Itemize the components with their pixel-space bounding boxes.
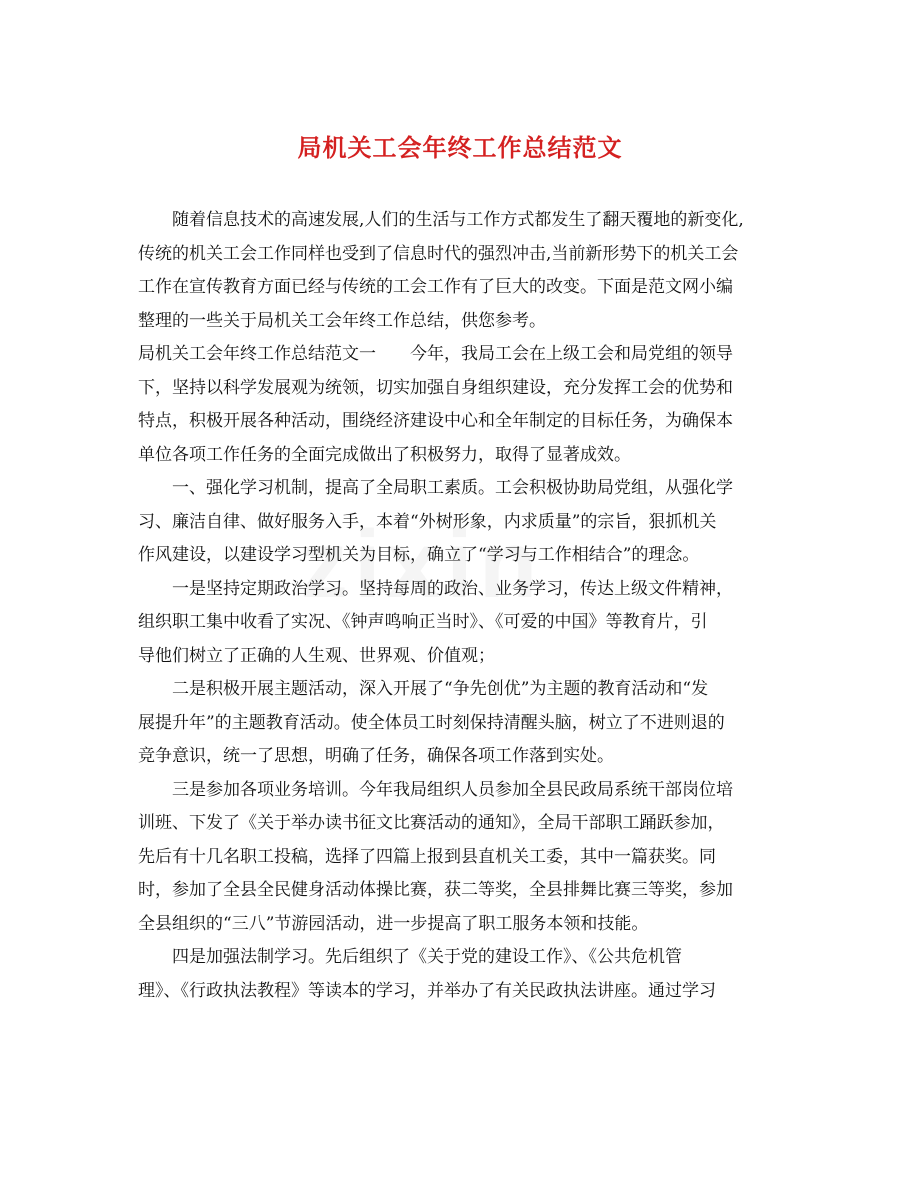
body-line: 时，参加了全县全民健身活动体操比赛，获二等奖，全县排舞比赛三等奖，参加 <box>138 880 733 900</box>
body-line: 单位各项工作任务的全面完成做出了积极努力，取得了显著成效。 <box>138 444 631 465</box>
body-line: 先后有十几名职工投稿，选择了四篇上报到县直机关工委，其中一篇获奖。同 <box>138 846 716 867</box>
body-line: 导他们树立了正确的人生观、世界观、价值观； <box>138 645 495 666</box>
body-line: 组织职工集中收看了实况、《钟声鸣响正当时》、《可爱的中国》等教育片，引 <box>138 612 708 632</box>
body-line: 三是参加各项业务培训。今年我局组织人员参加全县民政局系统干部岗位培 <box>138 779 733 800</box>
document-body <box>138 204 788 1008</box>
body-line: 一是坚持定期政治学习。坚持每周的政治、业务学习，传达上级文件精神， <box>138 578 733 599</box>
body-line: 随着信息技术的高速发展,人们的生活与工作方式都发生了翻天覆地的新变化, <box>138 210 744 230</box>
body-line: 训班、下发了《关于举办读书征文比赛活动的通知》，全局干部职工踊跃参加， <box>138 813 725 833</box>
body-line: 整理的一些关于局机关工会年终工作总结，供您参考。 <box>138 310 546 331</box>
body-line: 理》、《行政执法教程》等读本的学习，并举办了有关民政执法讲座。通过学习 <box>138 980 716 1001</box>
body-line: 传统的机关工会工作同样也受到了信息时代的强烈冲击,当前新形势下的机关工会 <box>138 243 739 264</box>
body-line: 全县组织的“三八”节游园活动，进一步提高了职工服务本领和技能。 <box>138 913 649 934</box>
body-line: 展提升年”的主题教育活动。使全体员工时刻保持清醒头脑，树立了不进则退的 <box>138 712 725 733</box>
body-line: 一、强化学习机制，提高了全局职工素质。工会积极协助局党组，从强化学 <box>138 478 733 498</box>
body-line: 下，坚持以科学发展观为统领，切实加强自身组织建设，充分发挥工会的优势和 <box>138 377 733 398</box>
body-line: 作风建设，以建设学习型机关为目标，确立了“学习与工作相结合”的理念。 <box>138 545 700 565</box>
body-line: 二是积极开展主题活动，深入开展了“争先创优”为主题的教育活动和“发 <box>138 679 709 699</box>
body-line: 竞争意识，统一了思想，明确了任务，确保各项工作落到实处。 <box>138 746 614 766</box>
document-title: 局机关工会年终工作总结范文 <box>297 133 623 162</box>
body-line: 四是加强法制学习。先后组织了《关于党的建设工作》、《公共危机管 <box>138 947 682 967</box>
body-line: 局机关工会年终工作总结范文一 今年，我局工会在上级工会和局党组的领导 <box>138 344 733 364</box>
body-line: 习、廉洁自律、做好服务入手，本着“外树形象，内求质量”的宗旨，狠抓机关 <box>138 511 717 532</box>
body-line: 特点，积极开展各种活动，围绕经济建设中心和全年制定的目标任务，为确保本 <box>138 411 733 431</box>
body-line: 工作在宣传教育方面已经与传统的工会工作有了巨大的改变。下面是范文网小编 <box>138 277 733 297</box>
